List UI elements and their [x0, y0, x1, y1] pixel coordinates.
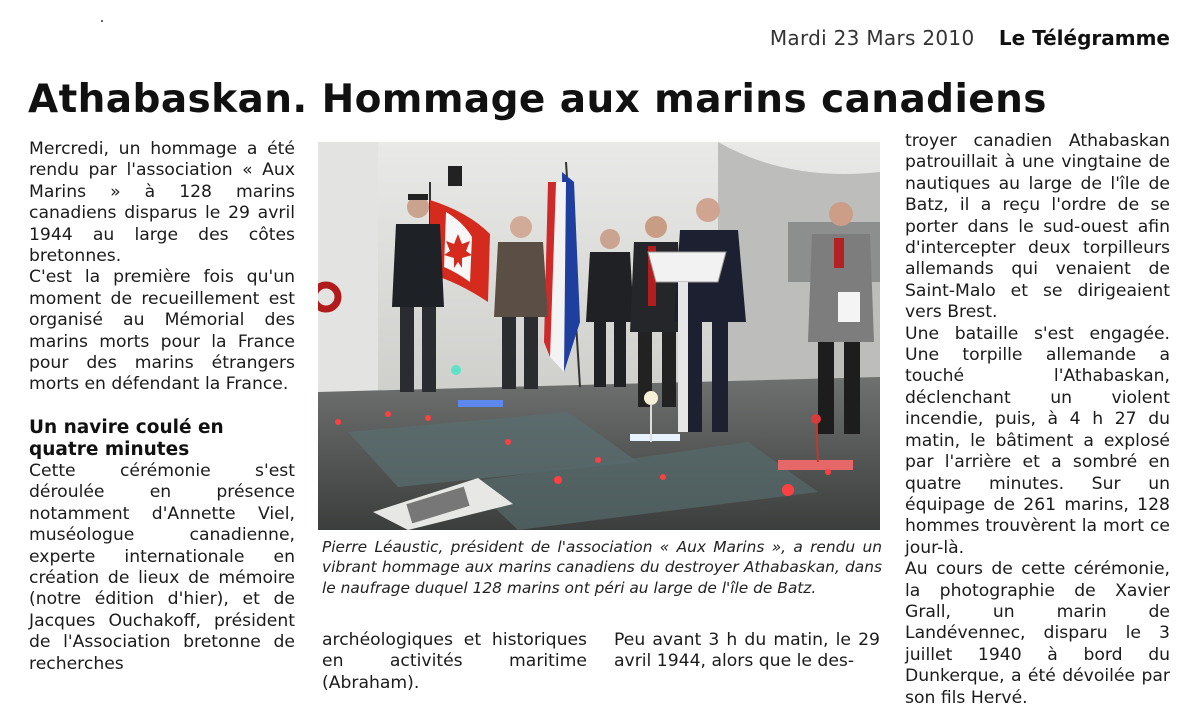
paragraph: Au cours de cette cérémonie, la photographie de Xavier Grall, un marin de Landévennec, disparu le 3 juillet 1940 à bord du Dunkerque, a été dévoilée par son fils Hervé. [905, 559, 1170, 708]
article-headline: Athabaskan. Hommage aux marins canadiens [28, 77, 1047, 122]
article-column-2-text [322, 630, 587, 694]
paragraph: archéologiques et historiques en activités maritime (Abraham). [322, 630, 587, 693]
newspaper-name: Le Télégramme [998, 26, 1170, 50]
paragraph: Cette cérémonie s'est déroulée en présence notamment d'Annette Viel, muséologue canadienne, experte internationale en création de lieux de mémoire (notre édition d'hier), et de Jacques Ouchakoff, président de l'Association bretonne de recherches [29, 460, 295, 674]
paragraph: Une bataille s'est engagée. Une torpille allemande a touché l'Athabaskan, déclenchant un violent incendie, puis, à 4 h 27 du matin, le bâtiment a explosé par l'arrière et a sombré en quatre minutes. Sur un équipage de 261 marins, 128 hommes trouvèrent la mort ce jour-là. [905, 323, 1170, 558]
page-header [770, 25, 1170, 51]
subheading: Un navire coulé en quatre minutes [29, 416, 224, 460]
ceremony-photo [318, 142, 880, 530]
scan-speck [101, 20, 103, 22]
paragraph: Peu avant 3 h du matin, le 29 avril 1944, alors que le des- [614, 630, 880, 672]
publication-date: Mardi 23 Mars 2010 [769, 26, 975, 50]
paragraph: Mercredi, un hommage a été rendu par l'association « Aux Marins » à 128 marins canadiens disparus le 29 avril 1944 au large des côtes bretonnes. [29, 139, 295, 267]
article-column-2b-text [614, 630, 880, 673]
article-column-1 [29, 139, 295, 675]
article-column-3 [905, 131, 1170, 709]
photo-caption: Pierre Léaustic, président de l'association « Aux Marins », a rendu un vibrant hommage aux marins canadiens du destroyer Athabaskan, dans le naufrage duquel 128 marins ont péri au large de l'île de Batz. [322, 538, 882, 597]
paragraph: troyer canadien Athabaskan patrouillait à une vingtaine de nautiques au large de l'île de Batz, il a reçu l'ordre de se porter dans le sud-ouest afin d'intercepter deux torpilleurs allemands qui venaient de Saint-Malo et se dirigeaient vers Brest. [905, 131, 1170, 323]
paragraph: C'est la première fois qu'un moment de recueillement est organisé au Mémorial des marins morts pour la France pour des marins étrangers morts en défendant la France. [29, 267, 295, 395]
